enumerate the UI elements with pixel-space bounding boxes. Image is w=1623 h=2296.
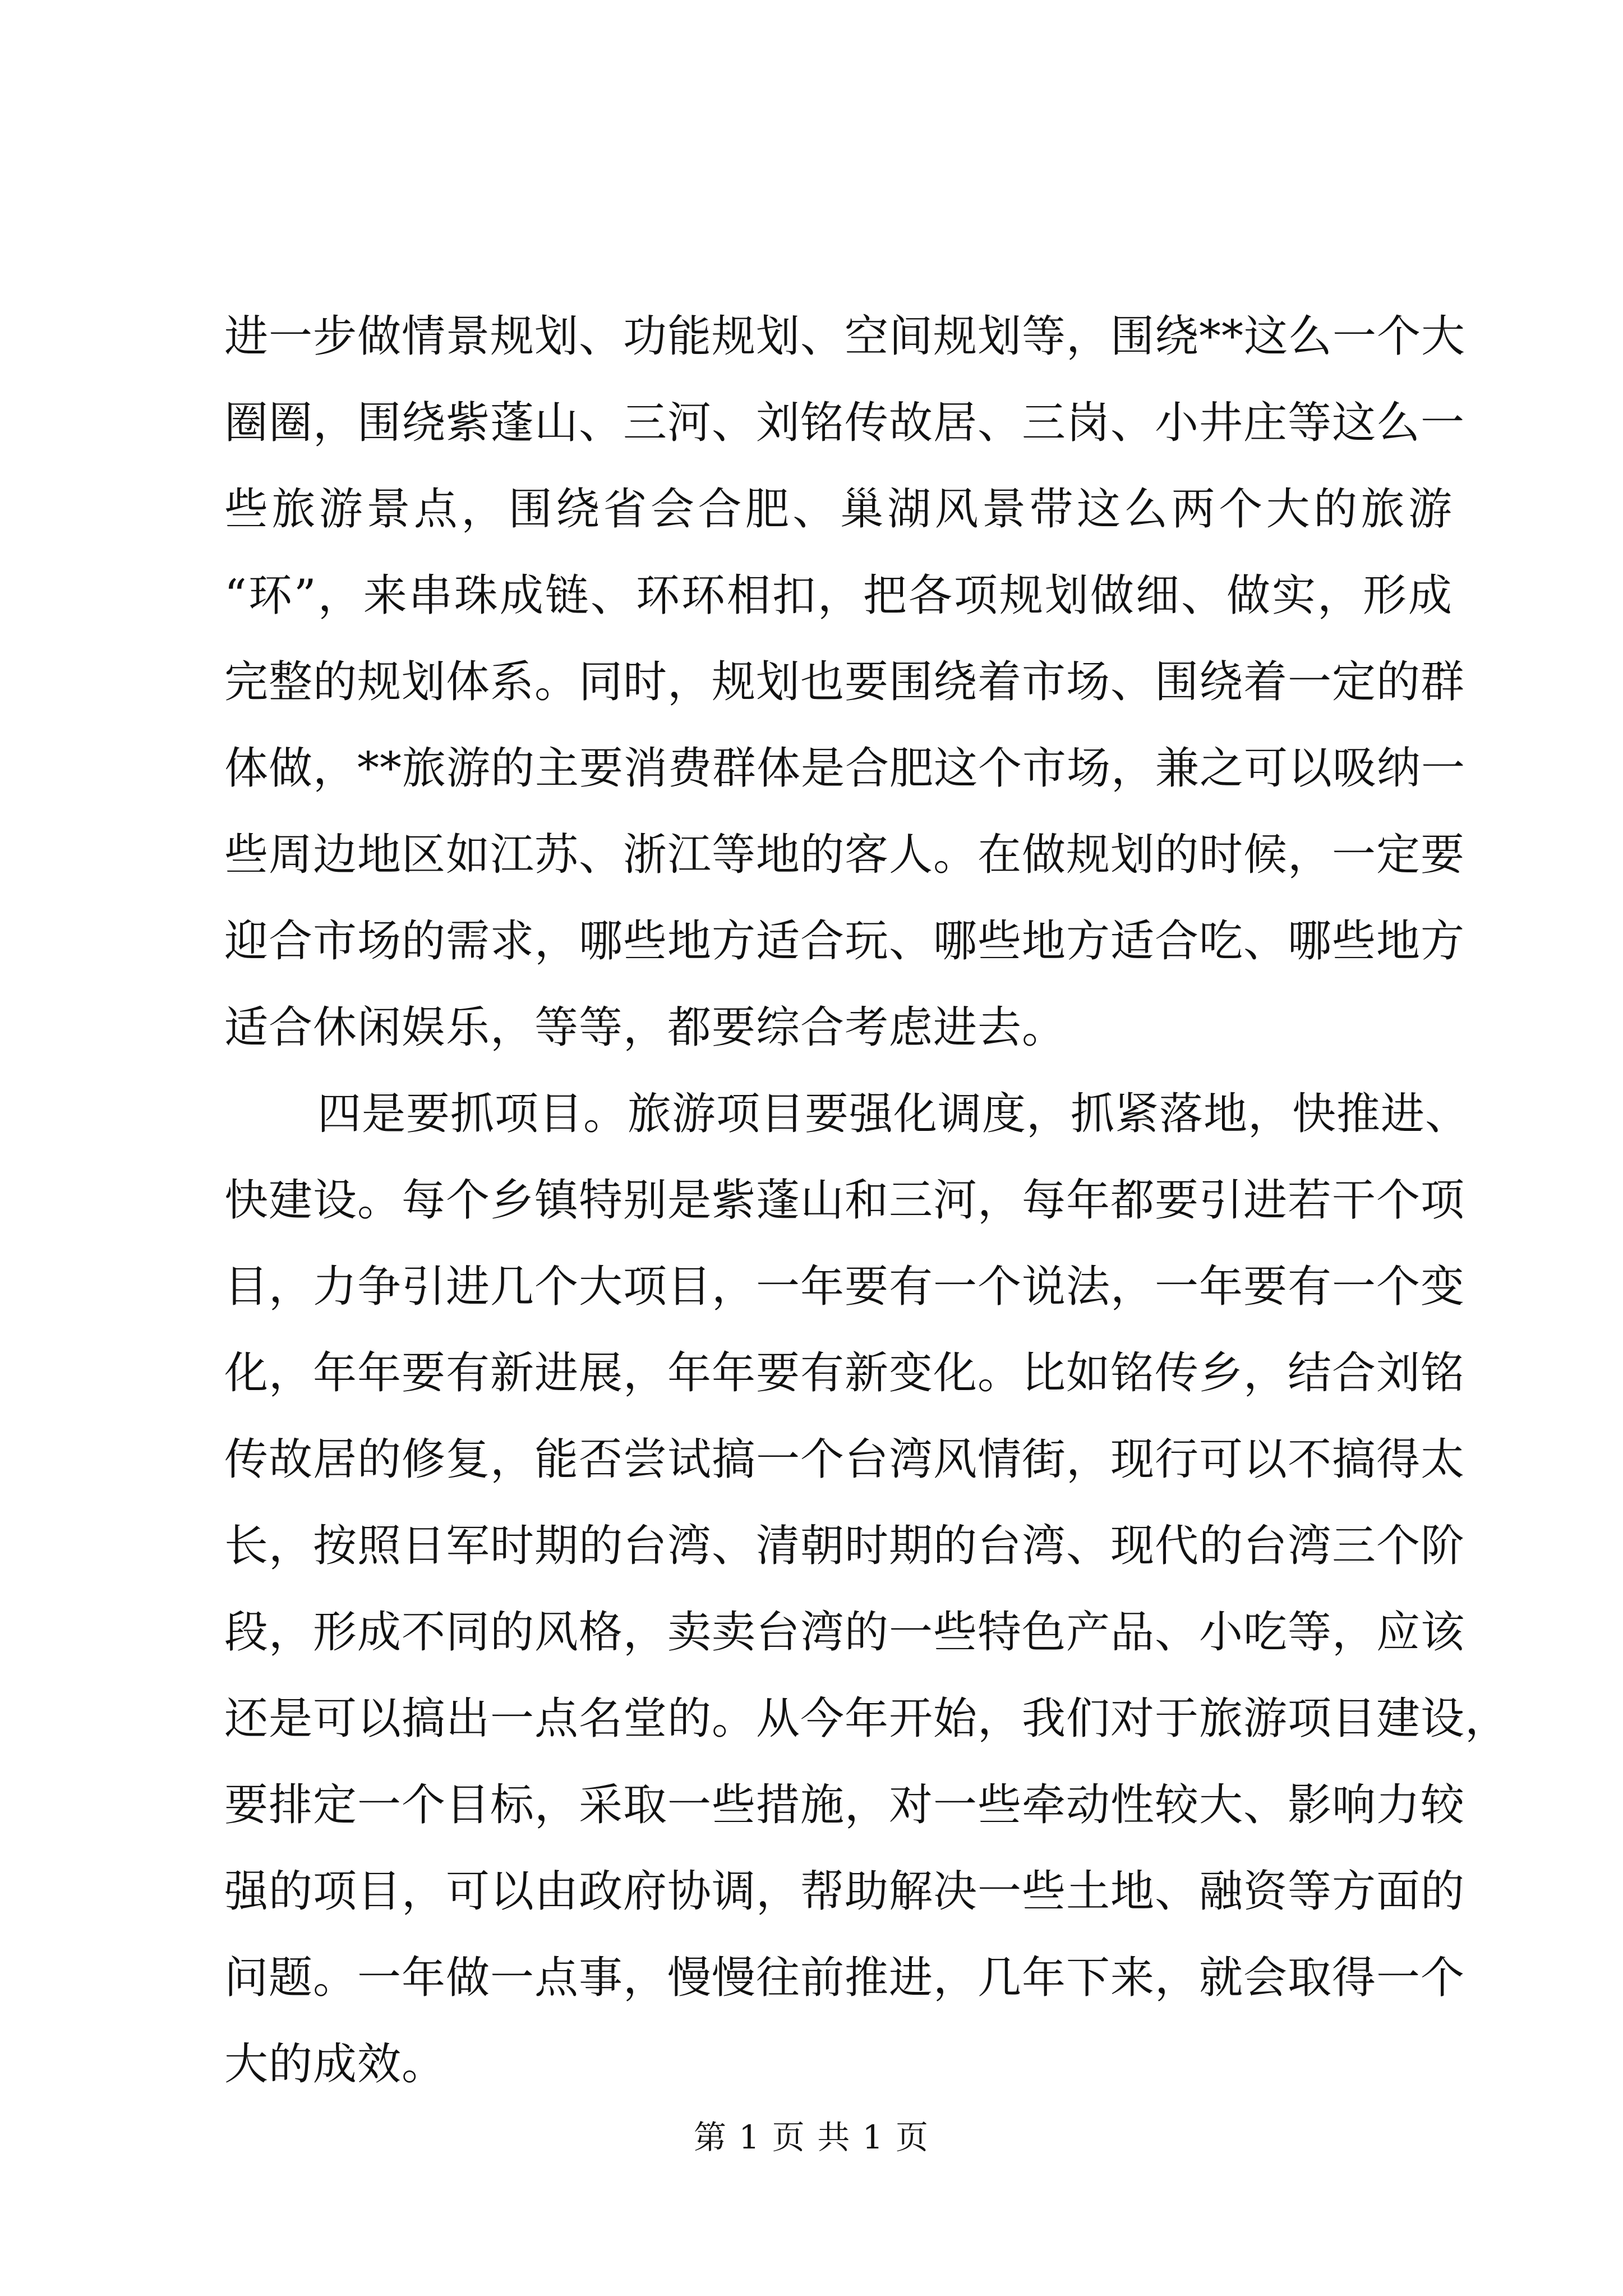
paragraph-1-line-5: 完整的规划体系。同时，规划也要围绕着市场、围绕着一定的群: [224, 657, 1465, 707]
paragraph-1-line-1: 进一步做情景规划、功能规划、空间规划等，围绕**这么一个大: [224, 311, 1466, 362]
paragraph-2-line-6: 长，按照日军时期的台湾、清朝时期的台湾、现代的台湾三个阶: [224, 1521, 1465, 1571]
paragraph-1-line-2: 圈圈，围绕紫蓬山、三河、刘铭传故居、三岗、小井庄等这么一: [224, 398, 1465, 448]
paragraph-1-line-4: “环”，来串珠成链、环环相扣，把各项规划做细、做实，形成: [224, 570, 1453, 621]
paragraph-2-line-3: 目，力争引进几个大项目，一年要有一个说法，一年要有一个变: [224, 1262, 1465, 1312]
paragraph-2-line-10: 强的项目，可以由政府协调，帮助解决一些土地、融资等方面的: [224, 1866, 1465, 1917]
paragraph-1-line-8: 迎合市场的需求，哪些地方适合玩、哪些地方适合吃、哪些地方: [224, 916, 1465, 967]
document-body: [224, 303, 1510, 2117]
paragraph-2-line-4: 化，年年要有新进展，年年要有新变化。比如铭传乡，结合刘铭: [224, 1348, 1465, 1398]
paragraph-2-line-9: 要排定一个目标，采取一些措施，对一些牵动性较大、影响力较: [224, 1780, 1465, 1830]
paragraph-2-line-8: 还是可以搞出一点名堂的。从今年开始，我们对于旅游项目建设，: [224, 1694, 1510, 1744]
paragraph-2-line-12: 大的成效。: [224, 2039, 446, 2090]
page-footer: 第 1 页 共 1 页: [694, 2118, 929, 2156]
paragraph-1-line-7: 些周边地区如江苏、浙江等地的客人。在做规划的时候，一定要: [224, 830, 1465, 880]
paragraph-2-line-11: 问题。一年做一点事，慢慢往前推进，几年下来，就会取得一个: [224, 1953, 1465, 2003]
paragraph-2-line-2: 快建设。每个乡镇特别是紫蓬山和三河，每年都要引进若干个项: [224, 1175, 1465, 1226]
paragraph-1-line-6: 体做，**旅游的主要消费群体是合肥这个市场，兼之可以吸纳一: [224, 743, 1466, 794]
paragraph-2-line-7: 段，形成不同的风格，卖卖台湾的一些特色产品、小吃等，应该: [224, 1607, 1465, 1658]
paragraph-1-line-9: 适合休闲娱乐，等等，都要综合考虑进去。: [224, 1002, 1067, 1053]
paragraph-1-line-3: 些旅游景点，围绕省会合肥、巢湖风景带这么两个大的旅游: [224, 484, 1453, 535]
paragraph-2-line-5: 传故居的修复，能否尝试搞一个台湾风情街，现行可以不搞得太: [224, 1434, 1465, 1485]
paragraph-2-line-1: 四是要抓项目。旅游项目要强化调度，抓紧落地，快推进、: [317, 1089, 1470, 1139]
